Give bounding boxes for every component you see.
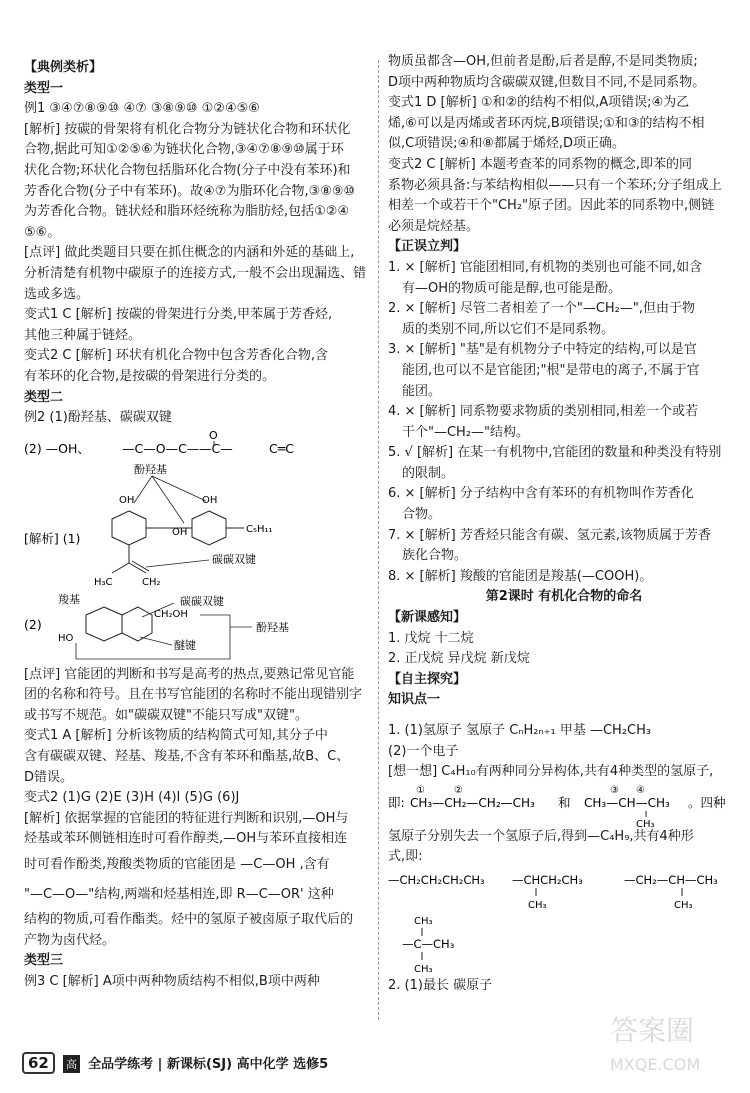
text-line: 变式1 A [解析] 分析该物质的结构简式可知,其分子中 <box>24 728 328 744</box>
mark-2: ② <box>454 784 463 796</box>
text-line: [点评] 做此类题目只要在抓住概念的内涵和外延的基础上, <box>24 245 355 261</box>
structure-diagram-1 <box>24 463 376 593</box>
radical-3-branch: CH₃ <box>674 899 693 911</box>
fg-alkene: C═C <box>269 440 294 456</box>
text-line: 3. × [解析] "基"是有机物分子中特定的结构,可以是官 <box>388 342 697 358</box>
section-heading: 【自主探究】 <box>388 671 467 687</box>
text-line: 变式1 C [解析] 按碳的骨架进行分类,甲苯属于芳香烃, <box>24 307 333 323</box>
branch: CH₃ <box>636 818 655 827</box>
chain-1: CH₃—CH₂—CH₂—CH₃ <box>410 795 535 810</box>
text-line: 分析清楚有机物中碳原子的连接方式,一般不会出现漏选、错 <box>24 265 367 281</box>
knowledge-point-heading: 知识点一 <box>388 692 441 708</box>
oh-3: OH <box>172 526 188 538</box>
left-column <box>24 58 376 992</box>
text-line: 变式1 D [解析] ①和②的结构不相似,A项错误;④为乙 <box>388 95 690 111</box>
text-line: 时可看作酚类,羧酸类物质的官能团是 —C—OH ,含有 <box>24 857 330 873</box>
text-line: 例1 ③④⑦⑧⑨⑩ ④⑦ ③⑧⑨⑩ ①②④⑤⑥ <box>24 101 260 117</box>
text-line: [解析] 按碳的骨架将有机化合物分为链状化合物和环状化 <box>24 121 351 137</box>
footer-text: 全品学练考 | 新课标(SJ) 高中化学 选修5 <box>88 1057 329 1072</box>
text-line: 的限制。 <box>402 465 455 481</box>
chain-2: CH₃—CH—CH₃ <box>584 795 670 810</box>
text-line: 有苯环的化合物,是按碳的骨架进行分类的。 <box>24 368 276 384</box>
text-line: 产物为卤代烃。 <box>24 932 116 948</box>
type-heading: 类型三 <box>24 953 64 969</box>
text-line: 5. √ [解析] 在某一有机物中,官能团的数量和种类没有特别 <box>388 445 722 461</box>
text-line: [想一想] C₄H₁₀有两种同分异构体,共有4种类型的氢原子, <box>388 764 714 780</box>
tert-butyl <box>388 912 740 976</box>
type-heading: 类型一 <box>24 80 64 96</box>
text-line: 烃基或苯环侧链相连时可看作醇类,—OH与苯环直接相连 <box>24 831 348 847</box>
text-line: 选或多选。 <box>24 286 90 302</box>
watermark-top: 答案圈 <box>610 1014 695 1047</box>
methylene: CH₂ <box>142 576 161 588</box>
text-line: 式,即: <box>388 849 423 865</box>
lesson-title: 第2课时 有机化合物的命名 <box>485 589 643 605</box>
text-line: 4. × [解析] 同系物要求物质的类别相同,相差一个或若 <box>388 404 698 420</box>
page-footer <box>22 1052 328 1076</box>
ch2oh: CH₂OH <box>154 608 188 620</box>
butane-formula-svg <box>388 783 740 827</box>
text-line: D错误。 <box>24 769 74 785</box>
top-label: 酚羟基 <box>134 462 167 476</box>
tert-bottom: CH₃ <box>414 963 433 975</box>
radical-3: —CH₂—CH—CH₃ <box>624 872 718 887</box>
svg-text:O: O <box>209 428 218 442</box>
radical-1: —CH₂CH₂CH₂CH₃ <box>388 872 485 887</box>
text-line: 或书写不规范。如"碳碳双键"不能只写成"双键"。 <box>24 707 308 723</box>
text-line: 其他三种属于链烃。 <box>24 327 142 343</box>
functional-group-line <box>24 429 376 463</box>
text-line: 变式2 (1)G (2)E (3)H (4)I (5)G (6)J <box>24 790 240 806</box>
text-line: 1. (1)氢原子 氢原子 CₙH₂ₙ₊₁ 甲基 —CH₂CH₃ <box>388 723 652 738</box>
text-line: 必须是烷烃基。 <box>388 218 480 234</box>
text-line: 变式2 C [解析] 环状有机化合物中包含芳香化合物,含 <box>24 348 329 364</box>
text-line: "—C—O—"结构,两端和烃基相连,即 R—C—OR' 这种 <box>24 887 334 903</box>
hydroxyl-label: 酚羟基 <box>256 620 289 634</box>
watermark-logo <box>600 1000 720 1080</box>
text-line: 8. × [解析] 羧酸的官能团是羧基(—COOH)。 <box>388 568 653 584</box>
text-line: 变式2 C [解析] 本题考查苯的同系物的概念,即苯的同 <box>388 156 693 172</box>
radical-2-branch: CH₃ <box>528 899 547 911</box>
diagram2-prefix: (2) <box>24 616 42 632</box>
text-line: 相差一个或若干个"CH₂"原子团。因此苯的同系物中,侧链 <box>388 198 715 214</box>
text-line: 7. × [解析] 芳香烃只能含有碳、氢元素,该物质属于芳香 <box>388 527 711 543</box>
text-line: 团的名称和符号。且在书写官能团的名称时不能出现错别字 <box>24 687 363 703</box>
text-line: 为芳香化合物。链状烃和脂环烃统称为脂肪烃,包括①②④ <box>24 204 350 220</box>
formula-suffix: 。四种 <box>688 794 726 810</box>
text-line: 烯,⑥可以是丙烯或者环丙烷,B项错误;①和③的结构不相 <box>388 115 705 131</box>
text-line: D项中两种物质均含碳碳双键,但数目不同,不是同系物。 <box>388 74 706 90</box>
page-number: 62 <box>22 1052 55 1074</box>
text-line: 合物,据此可知①②⑤⑥为链状化合物,③④⑦⑧⑨⑩属于环 <box>24 142 344 158</box>
mark-3: ③ <box>610 784 619 796</box>
text-line: [点评] 官能团的判断和书写是高考的热点,要熟记常见官能 <box>24 666 355 682</box>
section-heading: 【正误立判】 <box>388 239 467 255</box>
text-line: 能团,也可以不是官能团;"根"是带电的离子,不属于官 <box>402 362 700 378</box>
text-line: 2. × [解析] 尽管二者相差了一个"—CH₂—",但由于物 <box>388 301 695 317</box>
text-line: 结构的物质,可看作酯类。烃中的氢原子被卤原子取代后的 <box>24 912 354 928</box>
text-line: 芳香化合物(分子中有苯环)。故④⑦为脂环化合物,③⑧⑨⑩ <box>24 183 356 199</box>
text-line: 氢原子分别失去一个氢原子后,得到—C₄H₉,共有4种形 <box>388 828 694 844</box>
tert-top: CH₃ <box>414 915 433 927</box>
type-heading: 类型二 <box>24 389 64 405</box>
bottom-label: 碳碳双键 <box>212 552 256 566</box>
text-line: (2)一个电子 <box>388 743 459 759</box>
text-line: 6. × [解析] 分子结构中含有苯环的有机物叫作芳香化 <box>388 486 694 502</box>
structure-diagram-2 <box>24 593 376 665</box>
section-heading: 【典例类析】 <box>24 60 103 75</box>
text-line: 状化合物;环状化合物包括脂环化合物(分子中没有苯环)和 <box>24 162 351 178</box>
fg-ether: —C—O—C— <box>122 440 200 456</box>
text-line: 能团。 <box>402 383 442 399</box>
text-line: 2. (1)最长 碳原子 <box>388 977 493 993</box>
tert-mid: —C—CH₃ <box>402 936 455 951</box>
formula-and: 和 <box>558 794 571 810</box>
ho: HO <box>58 632 74 644</box>
text-line: 物质虽都含—OH,但前者是酚,后者是醇,不是同类物质; <box>388 54 698 69</box>
ether-label: 醚键 <box>174 638 196 652</box>
fg-prefix: (2) —OH、 <box>24 440 90 456</box>
text-line: 1. × [解析] 官能团相同,有机物的类别也可能不同,如含 <box>388 259 703 275</box>
substituent: C₅H₁₁ <box>246 523 273 535</box>
text-line: 合物。 <box>402 507 442 523</box>
text-line: [解析] 依据掌握的官能团的特征进行判断和识别,—OH与 <box>24 810 349 826</box>
text-line: 1. 戊烷 十二烷 <box>388 630 474 646</box>
text-line: 干个"—CH₂—"结构。 <box>402 424 530 440</box>
text-line: 2. 正戊烷 异戊烷 新戊烷 <box>388 651 530 667</box>
formula-prefix: 即: <box>388 794 405 810</box>
level-badge: 高 <box>63 1055 80 1073</box>
butyl-radicals-svg <box>388 868 740 912</box>
butyl-radicals <box>388 868 740 912</box>
mark-4: ④ <box>636 784 645 796</box>
text-line: 似,C项错误;④和⑧都属于烯烃,D项正确。 <box>388 136 626 152</box>
text-line: 含有碳碳双键、羟基、羧基,不含有苯环和酯基,故B、C、 <box>24 749 350 765</box>
mark-1: ① <box>416 784 425 796</box>
oh-1: OH <box>119 494 135 506</box>
carboxyl-label: 羧基 <box>58 592 80 606</box>
diagram1-label: [解析] (1) <box>24 530 81 546</box>
butane-formula <box>388 783 740 827</box>
methyl: H₃C <box>94 576 113 588</box>
right-column <box>388 52 740 997</box>
text-line: 质的类别不同,所以它们不是同系物。 <box>402 321 615 337</box>
text-line: 族化合物。 <box>402 548 468 564</box>
multi-group-structure-svg <box>24 593 376 665</box>
text-line: 例3 C [解析] A项中两种物质结构不相似,B项中两种 <box>24 973 320 989</box>
text-line: ⑤⑥。 <box>24 224 61 240</box>
functional-groups-diagram <box>24 429 376 463</box>
watermark-bottom: MXQE.COM <box>610 1055 701 1074</box>
radical-2: —CHCH₂CH₃ <box>512 872 583 887</box>
double-bond-label: 碳碳双键 <box>180 594 224 608</box>
section-heading: 【新课感知】 <box>388 610 467 626</box>
text-line: 例2 (1)酚羟基、碳碳双键 <box>24 410 172 426</box>
column-divider <box>378 60 379 1020</box>
oh-2: OH <box>202 494 218 506</box>
fg-carbonyl: —C— <box>199 440 233 456</box>
tert-butyl-svg <box>388 912 740 976</box>
phenol-structure-svg <box>24 463 376 593</box>
text-line: 有—OH的物质可能是醇,也可能是酚。 <box>402 280 622 296</box>
text-line: 系物必须具备:与苯结构相似——只有一个苯环;分子组成上 <box>388 177 722 193</box>
